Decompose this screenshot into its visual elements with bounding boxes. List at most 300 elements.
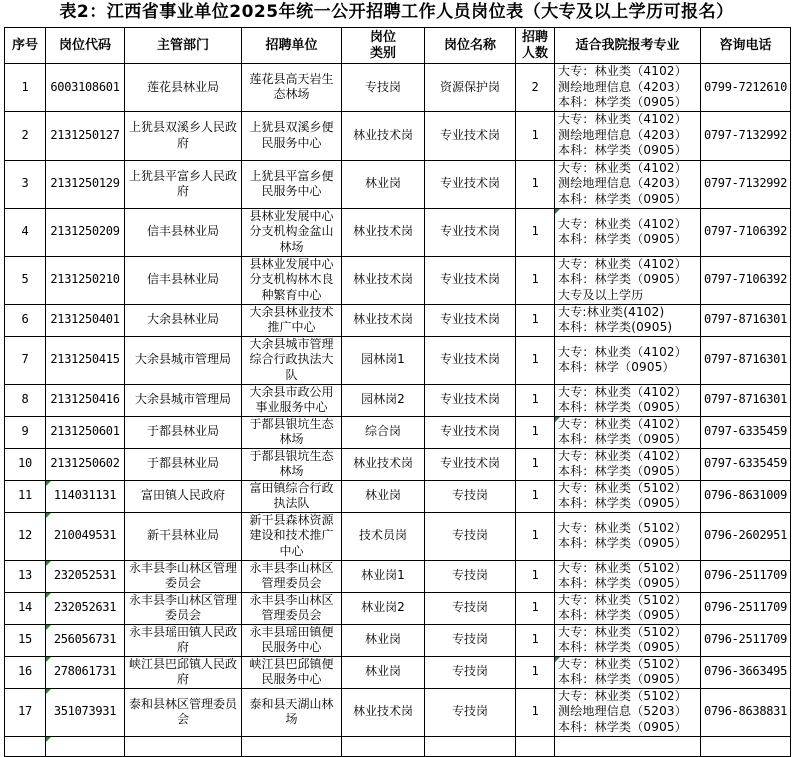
cell-phone-text: 0797-7132992 [703, 127, 788, 142]
cell-category-text: 林业技术岗 [352, 224, 413, 239]
cell-dept[interactable] [125, 688, 242, 736]
cell-name-text: 专业技术岗 [439, 392, 500, 407]
cell-empty[interactable] [242, 736, 342, 756]
cell-dept-text: 永丰县李山林区管理委员会 [128, 560, 237, 590]
major-line: 大专：林业类（4102） [558, 344, 687, 359]
table-row[interactable] [5, 688, 791, 736]
cell-code[interactable] [46, 592, 125, 624]
cell-name[interactable] [425, 480, 516, 512]
cell-majors[interactable] [555, 592, 701, 624]
cell-unit[interactable] [242, 336, 342, 384]
cell-majors[interactable] [555, 64, 701, 112]
cell-code-text: 6003108601 [50, 79, 120, 94]
cell-seq[interactable] [5, 64, 46, 112]
cell-seq[interactable] [5, 160, 46, 208]
header-dept: 主管部门 [125, 28, 242, 64]
table-row[interactable] [5, 64, 791, 112]
cell-seq[interactable] [5, 512, 46, 560]
cell-code[interactable] [46, 624, 125, 656]
cell-unit[interactable] [242, 560, 342, 592]
cell-phone[interactable] [701, 384, 791, 416]
cell-seq[interactable] [5, 656, 46, 688]
cell-empty[interactable] [5, 736, 46, 756]
cell-category[interactable] [342, 256, 425, 304]
cell-unit-text: 于都县银坑生态林场 [249, 448, 334, 478]
cell-count-text: 1 [531, 528, 539, 543]
cell-seq-text: 17 [18, 704, 32, 719]
cell-dept-text: 上犹县双溪乡人民政府 [128, 120, 237, 150]
page-title: 表2：江西省事业单位2025年统一公开招聘工作人员岗位表（大专及以上学历可报名） [59, 2, 734, 22]
table-row[interactable] [5, 592, 791, 624]
cell-seq[interactable] [5, 384, 46, 416]
cell-category[interactable] [342, 560, 425, 592]
major-line: 大专：林业类（5102） [558, 560, 687, 575]
cell-code[interactable] [46, 160, 125, 208]
cell-name[interactable] [425, 336, 516, 384]
cell-dept[interactable] [125, 560, 242, 592]
cell-name-text: 专技岗 [451, 664, 488, 679]
cell-empty[interactable] [425, 736, 516, 756]
cell-name-text: 专业技术岗 [439, 456, 500, 471]
cell-unit[interactable] [242, 512, 342, 560]
cell-dept[interactable] [125, 336, 242, 384]
major-line: 本科：林学类（0905） [558, 432, 687, 446]
table-row[interactable] [5, 448, 791, 480]
cell-unit[interactable] [242, 111, 342, 160]
cell-unit-text: 大余县市政公用事业服务中心 [249, 384, 334, 414]
major-line: 大专：林业类（4102） [558, 416, 687, 431]
comment-indicator-icon [46, 513, 51, 518]
cell-category[interactable] [342, 512, 425, 560]
cell-name[interactable] [425, 304, 516, 336]
cell-unit-text: 永丰县瑶田镇便民服务中心 [249, 624, 334, 654]
cell-seq[interactable] [5, 208, 46, 256]
cell-count[interactable] [516, 624, 555, 656]
cell-name[interactable] [425, 256, 516, 304]
cell-unit-text: 泰和县天湖山林场 [249, 696, 334, 726]
cell-count[interactable] [516, 592, 555, 624]
cell-name[interactable] [425, 656, 516, 688]
cell-count[interactable] [516, 656, 555, 688]
cell-unit-text: 新干县森林资源建设和技术推广中心 [249, 512, 334, 558]
cell-phone[interactable] [701, 512, 791, 560]
cell-name[interactable] [425, 160, 516, 208]
cell-phone[interactable] [701, 560, 791, 592]
major-line: 本科：林学类（0905） [558, 232, 687, 246]
cell-count-text: 1 [531, 312, 539, 327]
major-line: 本科：林学（0905） [558, 360, 675, 374]
cell-seq-text: 3 [21, 176, 29, 191]
cell-dept[interactable] [125, 64, 242, 112]
cell-count-text: 1 [531, 176, 539, 191]
header-category: 岗位类别 [342, 28, 425, 64]
major-line: 大专：林业类（4102） [558, 216, 687, 231]
cell-category[interactable] [342, 384, 425, 416]
cell-name[interactable] [425, 384, 516, 416]
cell-dept-text: 莲花县林业局 [146, 79, 219, 94]
cell-count[interactable] [516, 384, 555, 416]
cell-code[interactable] [46, 256, 125, 304]
cell-empty[interactable] [342, 736, 425, 756]
cell-majors[interactable] [555, 448, 701, 480]
cell-category-text: 林业岗 [364, 176, 401, 191]
cell-phone[interactable] [701, 304, 791, 336]
cell-name[interactable] [425, 416, 516, 448]
cell-seq-text: 5 [21, 272, 29, 287]
cell-dept[interactable] [125, 160, 242, 208]
cell-phone[interactable] [701, 64, 791, 112]
cell-name[interactable] [425, 64, 516, 112]
major-line: 大专：林业类（5102） [558, 480, 687, 495]
cell-empty[interactable] [555, 736, 701, 756]
cell-majors[interactable] [555, 208, 701, 256]
cell-dept[interactable] [125, 480, 242, 512]
cell-category[interactable] [342, 480, 425, 512]
cell-phone[interactable] [701, 448, 791, 480]
cell-category[interactable] [342, 208, 425, 256]
cell-majors[interactable] [555, 160, 701, 208]
cell-name[interactable] [425, 208, 516, 256]
cell-majors[interactable] [555, 656, 701, 688]
table-row[interactable] [5, 560, 791, 592]
table-row[interactable] [5, 624, 791, 656]
cell-phone[interactable] [701, 592, 791, 624]
major-line: 测绘地理信息（4203） [558, 127, 687, 142]
cell-count-text: 1 [531, 704, 539, 719]
cell-dept[interactable] [125, 256, 242, 304]
header-seq: 序号 [5, 28, 46, 64]
table-row-partial[interactable] [5, 736, 791, 756]
major-line: 测绘地理信息（5203） [558, 704, 687, 719]
cell-code-text: 351073931 [53, 704, 117, 719]
cell-dept[interactable] [125, 512, 242, 560]
cell-count[interactable] [516, 688, 555, 736]
cell-name[interactable] [425, 688, 516, 736]
cell-count-text: 1 [531, 488, 539, 503]
cell-category[interactable] [342, 656, 425, 688]
table-row[interactable] [5, 512, 791, 560]
cell-phone[interactable] [701, 160, 791, 208]
cell-count[interactable] [516, 448, 555, 480]
cell-count[interactable] [516, 416, 555, 448]
cell-seq-text: 7 [21, 352, 29, 367]
major-line: 本科：林学类（0905） [558, 672, 687, 686]
cell-phone-text: 0796-3663495 [703, 664, 788, 679]
cell-count-text: 1 [531, 600, 539, 615]
cell-dept[interactable] [125, 416, 242, 448]
cell-seq[interactable] [5, 624, 46, 656]
cell-category[interactable] [342, 688, 425, 736]
cell-code[interactable] [46, 384, 125, 416]
cell-category-text: 林业岗 [364, 664, 401, 679]
cell-name-text: 专技岗 [451, 632, 488, 647]
cell-category[interactable] [342, 304, 425, 336]
header-unit: 招聘单位 [242, 28, 342, 64]
cell-unit-text: 上犹县双溪乡便民服务中心 [249, 120, 334, 150]
major-line: 本科：林学类（0905） [558, 272, 687, 287]
major-line: 大专：林业类（5102） [558, 688, 687, 703]
cell-code[interactable] [46, 304, 125, 336]
cell-name-text: 专业技术岗 [439, 224, 500, 239]
major-line: 本科：林学类（0905） [558, 496, 687, 510]
cell-count-text: 1 [531, 568, 539, 583]
cell-name-text: 资源保护岗 [439, 79, 500, 94]
cell-majors[interactable] [555, 480, 701, 512]
cell-count[interactable] [516, 208, 555, 256]
comment-indicator-icon [555, 417, 560, 422]
cell-unit[interactable] [242, 592, 342, 624]
major-line: 本科：林学类(0905) [558, 320, 673, 334]
cell-count[interactable] [516, 304, 555, 336]
cell-code-text: 256056731 [53, 632, 117, 647]
cell-code[interactable] [46, 416, 125, 448]
cell-unit[interactable] [242, 688, 342, 736]
cell-unit-text: 于都县银坑生态林场 [249, 416, 334, 446]
major-line: 大专：林业类（4102） [558, 256, 687, 271]
cell-majors[interactable] [555, 688, 701, 736]
cell-code-text: 278061731 [53, 664, 117, 679]
cell-seq-text: 15 [18, 632, 32, 647]
cell-empty[interactable] [46, 736, 125, 756]
cell-name[interactable] [425, 512, 516, 560]
table-row[interactable] [5, 304, 791, 336]
cell-unit[interactable] [242, 208, 342, 256]
major-line: 测绘地理信息（4203） [558, 176, 687, 191]
cell-unit[interactable] [242, 624, 342, 656]
cell-count-text: 1 [531, 224, 539, 239]
cell-count[interactable] [516, 111, 555, 160]
cell-code[interactable] [46, 512, 125, 560]
cell-code[interactable] [46, 208, 125, 256]
cell-count-text: 2 [531, 79, 539, 94]
cell-majors[interactable] [555, 111, 701, 160]
cell-count[interactable] [516, 480, 555, 512]
cell-category[interactable] [342, 448, 425, 480]
cell-dept[interactable] [125, 624, 242, 656]
cell-unit[interactable] [242, 256, 342, 304]
major-line: 测绘地理信息（4203） [558, 79, 687, 94]
table-row[interactable] [5, 656, 791, 688]
cell-seq[interactable] [5, 448, 46, 480]
cell-category[interactable] [342, 416, 425, 448]
comment-indicator-icon [46, 481, 51, 486]
major-line: 大专：林业类（4102） [558, 112, 687, 127]
cell-seq[interactable] [5, 688, 46, 736]
cell-seq[interactable] [5, 480, 46, 512]
cell-count[interactable] [516, 256, 555, 304]
cell-category[interactable] [342, 160, 425, 208]
table-row[interactable] [5, 416, 791, 448]
cell-unit[interactable] [242, 656, 342, 688]
cell-unit[interactable] [242, 384, 342, 416]
cell-phone-text: 0796-8631009 [703, 488, 788, 503]
cell-majors[interactable] [555, 304, 701, 336]
cell-code-text: 232052631 [53, 600, 117, 615]
cell-dept-text: 上犹县平富乡人民政府 [128, 168, 237, 198]
cell-code[interactable] [46, 111, 125, 160]
cell-phone[interactable] [701, 416, 791, 448]
cell-dept[interactable] [125, 111, 242, 160]
cell-category[interactable] [342, 592, 425, 624]
cell-category-text: 林业技术岗 [352, 456, 413, 471]
cell-unit-text: 永丰县李山林区管理委员会 [249, 560, 334, 590]
cell-empty[interactable] [516, 736, 555, 756]
cell-count[interactable] [516, 560, 555, 592]
cell-dept[interactable] [125, 656, 242, 688]
cell-majors[interactable] [555, 416, 701, 448]
cell-seq-text: 8 [21, 392, 29, 407]
cell-code-text: 2131250602 [50, 456, 120, 471]
cell-phone[interactable] [701, 656, 791, 688]
cell-unit[interactable] [242, 304, 342, 336]
cell-unit-text: 永丰县李山林区管理委员会 [249, 592, 334, 622]
cell-unit[interactable] [242, 416, 342, 448]
cell-name-text: 专业技术岗 [439, 272, 500, 287]
cell-dept-text: 于都县林业局 [146, 424, 219, 439]
cell-name-text: 专业技术岗 [439, 176, 500, 191]
cell-phone[interactable] [701, 208, 791, 256]
cell-seq[interactable] [5, 111, 46, 160]
cell-majors[interactable] [555, 336, 701, 384]
cell-seq-text: 9 [21, 424, 29, 439]
cell-code[interactable] [46, 688, 125, 736]
cell-seq-text: 1 [21, 79, 29, 94]
job-table [4, 27, 791, 757]
cell-name-text: 专技岗 [451, 528, 488, 543]
cell-code-text: 2131250129 [50, 176, 120, 191]
cell-seq-text: 14 [18, 600, 32, 615]
cell-majors[interactable] [555, 560, 701, 592]
cell-name[interactable] [425, 448, 516, 480]
cell-unit[interactable] [242, 160, 342, 208]
cell-empty[interactable] [701, 736, 791, 756]
cell-unit-text: 县林业发展中心分支机构金盆山林场 [249, 208, 334, 254]
cell-code[interactable] [46, 448, 125, 480]
cell-seq[interactable] [5, 256, 46, 304]
cell-category-text: 园林岗2 [361, 392, 405, 407]
cell-majors[interactable] [555, 624, 701, 656]
cell-name[interactable] [425, 624, 516, 656]
cell-count-text: 1 [531, 352, 539, 367]
cell-code[interactable] [46, 64, 125, 112]
cell-count[interactable] [516, 160, 555, 208]
cell-seq-text: 13 [18, 568, 32, 583]
cell-phone-text: 0797-7106392 [703, 224, 788, 239]
cell-category-text: 综合岗 [364, 424, 401, 439]
major-line: 本科：林学类（0905） [558, 191, 687, 206]
cell-dept-text: 于都县林业局 [146, 456, 219, 471]
major-line: 大专：林业类（4102） [558, 448, 687, 463]
cell-unit-text: 大余县城市管理综合行政执法大队 [249, 336, 334, 382]
cell-category-text: 林业岗 [364, 632, 401, 647]
cell-category[interactable] [342, 336, 425, 384]
table-row[interactable] [5, 384, 791, 416]
cell-unit-text: 富田镇综合行政执法队 [249, 480, 334, 510]
cell-count-text: 1 [531, 664, 539, 679]
cell-name-text: 专业技术岗 [439, 127, 500, 142]
cell-seq[interactable] [5, 304, 46, 336]
cell-category[interactable] [342, 111, 425, 160]
cell-majors[interactable] [555, 384, 701, 416]
table-row[interactable] [5, 480, 791, 512]
cell-majors[interactable] [555, 256, 701, 304]
cell-dept[interactable] [125, 592, 242, 624]
cell-category-text: 林业技术岗 [352, 704, 413, 719]
cell-seq[interactable] [5, 416, 46, 448]
cell-phone[interactable] [701, 111, 791, 160]
cell-seq[interactable] [5, 560, 46, 592]
comment-indicator-icon [555, 209, 560, 214]
cell-unit[interactable] [242, 64, 342, 112]
cell-count[interactable] [516, 512, 555, 560]
cell-phone-text: 0797-7106392 [703, 272, 788, 287]
table-row[interactable] [5, 208, 791, 256]
cell-phone-text: 0797-8716301 [703, 392, 788, 407]
cell-phone[interactable] [701, 336, 791, 384]
table-header-row [5, 28, 791, 64]
cell-seq[interactable] [5, 592, 46, 624]
cell-code[interactable] [46, 480, 125, 512]
cell-seq-text: 4 [21, 224, 29, 239]
cell-count[interactable] [516, 336, 555, 384]
cell-phone[interactable] [701, 624, 791, 656]
cell-unit[interactable] [242, 448, 342, 480]
cell-count[interactable] [516, 64, 555, 112]
cell-empty[interactable] [125, 736, 242, 756]
cell-phone-text: 0797-8716301 [703, 312, 788, 327]
cell-category-text: 技术员岗 [358, 528, 407, 543]
major-line: 本科：林学类（0905） [558, 640, 687, 654]
cell-name-text: 专技岗 [451, 704, 488, 719]
cell-phone[interactable] [701, 256, 791, 304]
cell-phone[interactable] [701, 688, 791, 736]
cell-code[interactable] [46, 560, 125, 592]
cell-category-text: 林业岗2 [361, 600, 405, 615]
cell-name-text: 专技岗 [451, 600, 488, 615]
table-row[interactable] [5, 256, 791, 304]
cell-phone[interactable] [701, 480, 791, 512]
cell-dept[interactable] [125, 384, 242, 416]
cell-dept-text: 富田镇人民政府 [140, 488, 225, 503]
cell-category-text: 园林岗1 [361, 352, 405, 367]
cell-category[interactable] [342, 64, 425, 112]
cell-dept-text: 信丰县林业局 [146, 224, 219, 239]
cell-phone-text: 0799-7212610 [703, 79, 788, 94]
cell-name[interactable] [425, 592, 516, 624]
cell-category-text: 林业技术岗 [352, 272, 413, 287]
cell-dept[interactable] [125, 448, 242, 480]
cell-category[interactable] [342, 624, 425, 656]
cell-code[interactable] [46, 656, 125, 688]
cell-phone-text: 0796-2602951 [703, 528, 788, 543]
cell-dept[interactable] [125, 208, 242, 256]
cell-name[interactable] [425, 111, 516, 160]
cell-seq[interactable] [5, 336, 46, 384]
cell-code[interactable] [46, 336, 125, 384]
cell-count-text: 1 [531, 632, 539, 647]
major-line: 本科：林学类（0905） [558, 719, 687, 734]
cell-dept[interactable] [125, 304, 242, 336]
major-line: 大专：林业类（4102） [558, 384, 687, 399]
table-row[interactable] [5, 111, 791, 160]
cell-name[interactable] [425, 560, 516, 592]
cell-majors[interactable] [555, 512, 701, 560]
major-line: 大专：林业类（5102） [558, 624, 687, 639]
table-row[interactable] [5, 160, 791, 208]
cell-unit[interactable] [242, 480, 342, 512]
header-majors: 适合我院报考专业 [555, 28, 701, 64]
table-row[interactable] [5, 336, 791, 384]
